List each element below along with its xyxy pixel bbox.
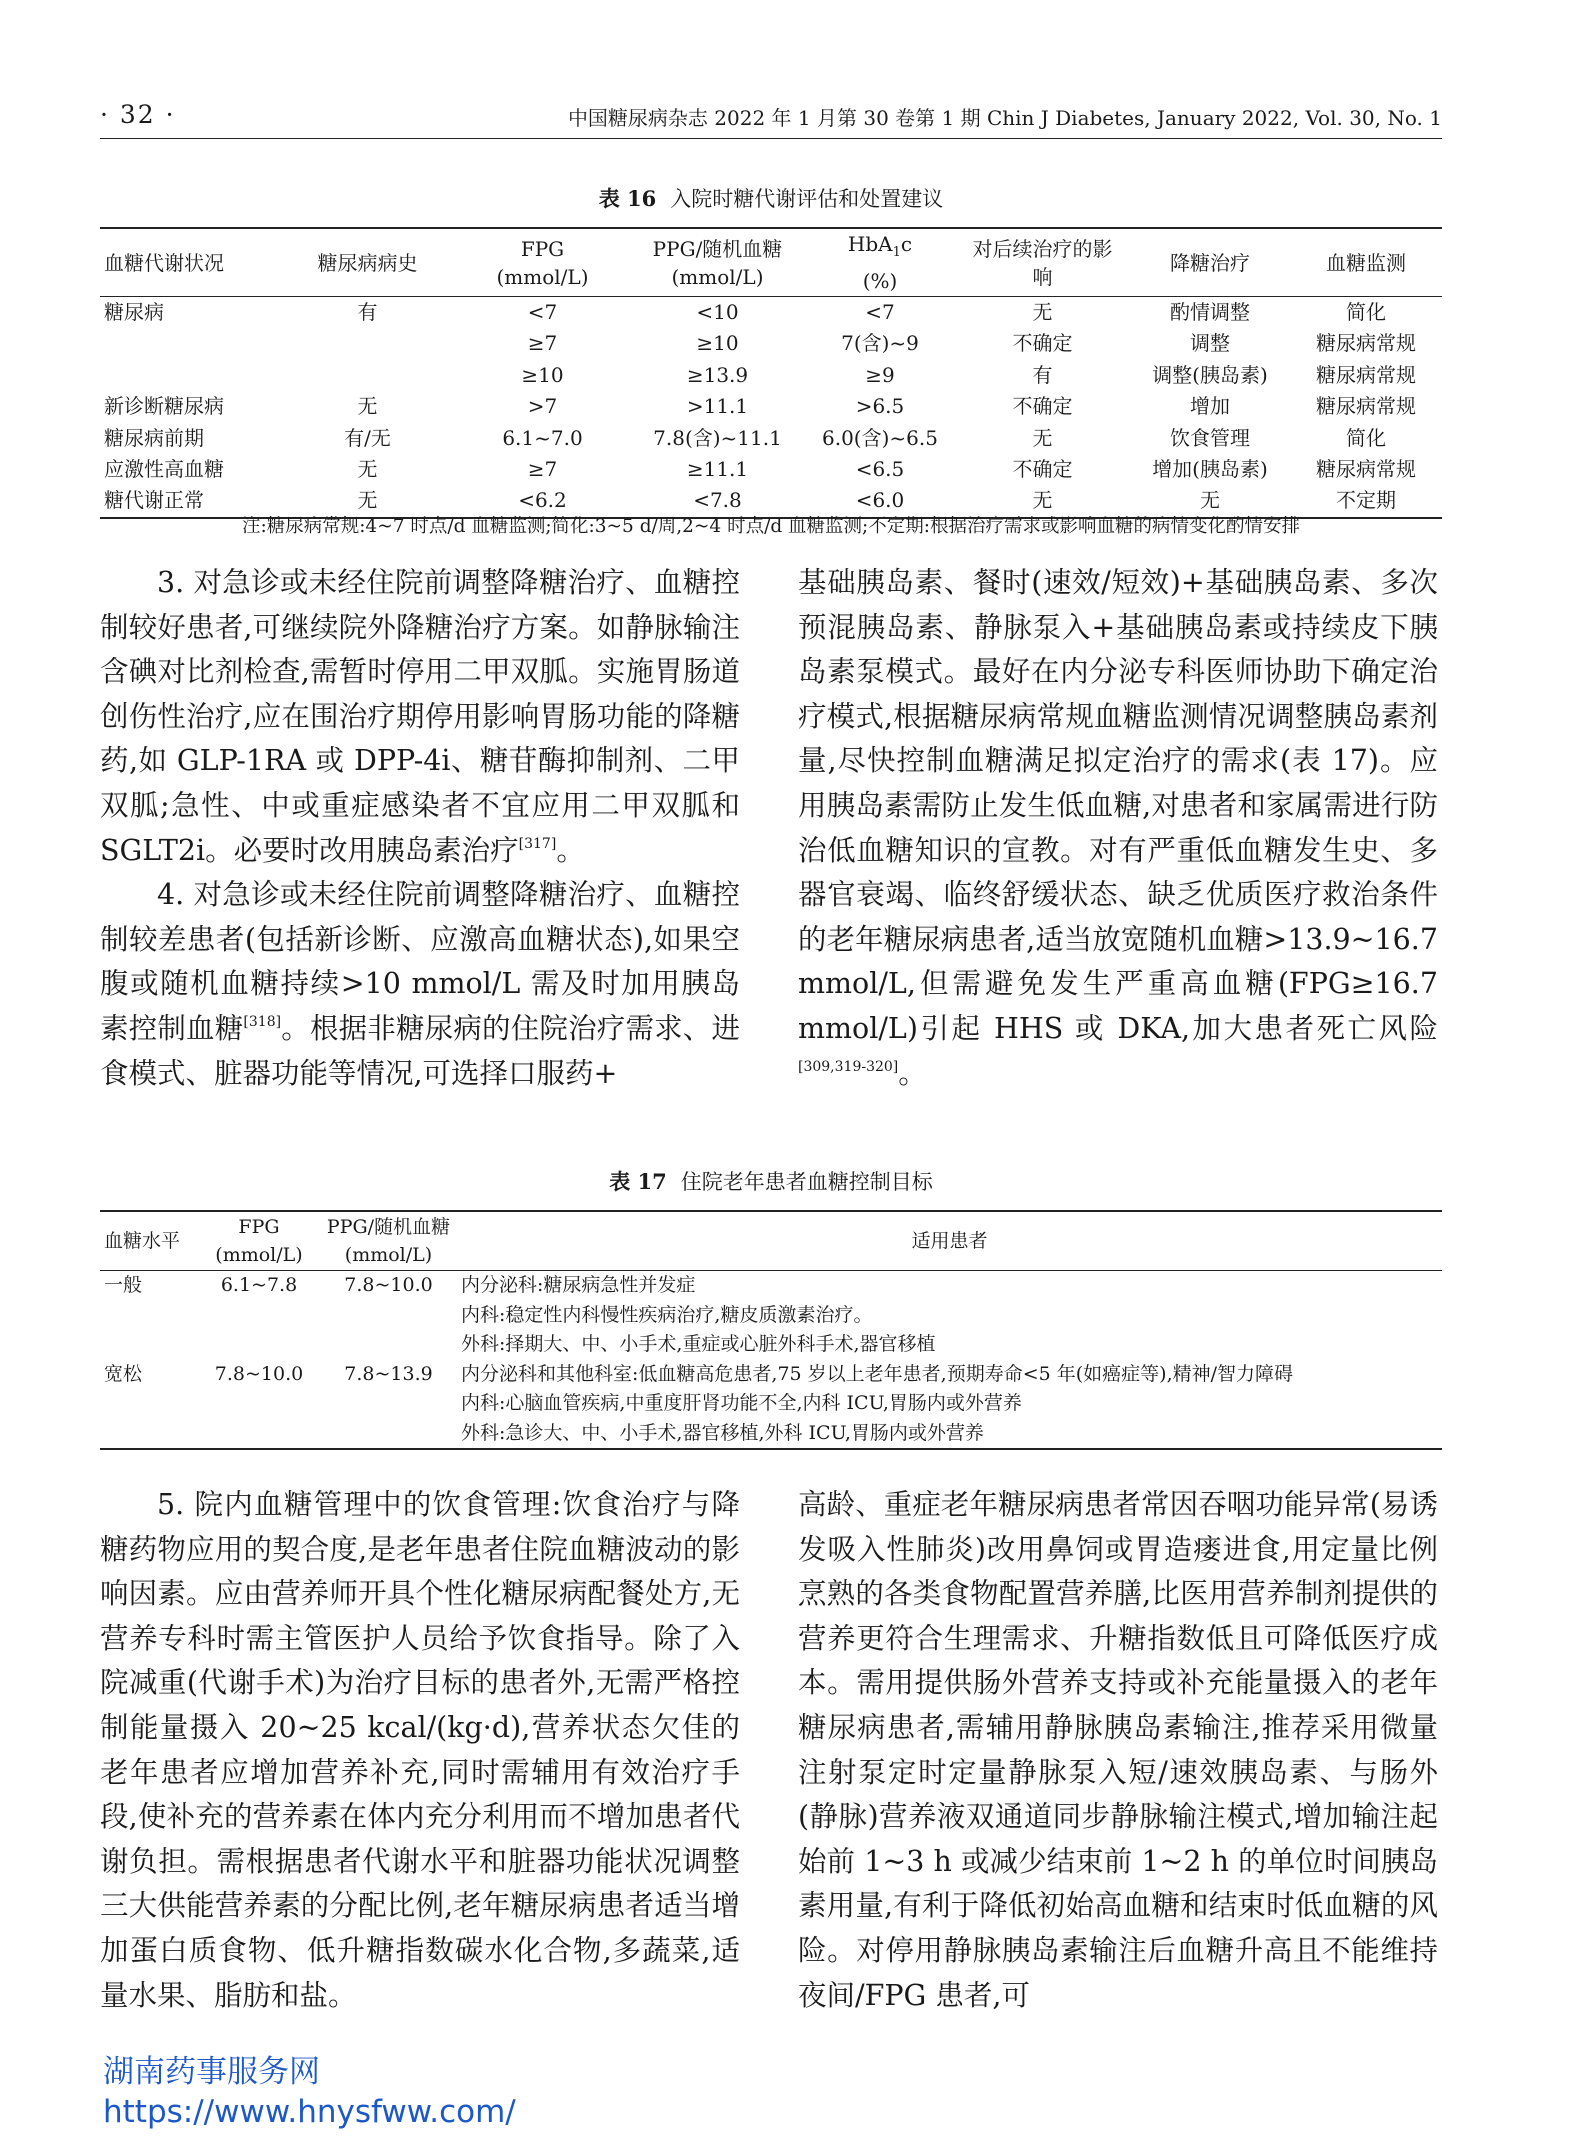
text-column-left-2 bbox=[100, 1483, 740, 2018]
watermark-site-name: 湖南药事服务网 bbox=[103, 2054, 320, 2090]
table16-header-line: PPG/随机血糖 bbox=[652, 236, 783, 261]
table-cell: 糖尿病常规 bbox=[1316, 457, 1416, 482]
table-cell: 一般 bbox=[104, 1274, 143, 1296]
table16-header-line: (mmol/L) bbox=[496, 264, 589, 289]
table-cell: 不确定 bbox=[1012, 457, 1073, 482]
table17-header-line: (mmol/L) bbox=[215, 1244, 303, 1266]
table17-header-line: PPG/随机血糖 bbox=[326, 1216, 451, 1238]
table-cell: 7.8~10.0 bbox=[214, 1362, 304, 1385]
table17-title: 住院老年患者血糖控制目标 bbox=[680, 1170, 933, 1194]
table-cell: <10 bbox=[696, 300, 739, 324]
table-cell bbox=[198, 1301, 320, 1331]
table-cell: <6.5 bbox=[855, 457, 905, 482]
table-cell: 调整(胰岛素) bbox=[1152, 362, 1268, 387]
table-cell: 不确定 bbox=[1012, 394, 1073, 419]
table-cell bbox=[320, 1389, 457, 1419]
table-cell: 6.1~7.8 bbox=[220, 1274, 298, 1296]
table16-header-line: 响 bbox=[1032, 264, 1053, 289]
table-cell: ≥10 bbox=[696, 331, 739, 356]
table-cell bbox=[198, 1419, 320, 1450]
table-cell: 无 bbox=[357, 394, 378, 419]
table-cell: 内科:稳定性内科慢性疾病治疗,糖皮质激素治疗。 bbox=[461, 1303, 873, 1326]
table-cell: 无 bbox=[1130, 485, 1290, 517]
paragraph-4-cont bbox=[798, 561, 1438, 1096]
paragraph-5-cont: 高龄、重症老年糖尿病患者常因吞咽功能异常(易诱发吸入性肺炎)改用鼻饲或胃造瘘进食,用定量比例烹熟的各类食物配置营养膳,比医用营养制剂提供的营养更符合生理需求、升糖指数低且可降低医疗成本。需用提供肠外营养支持或补充能量摄入的老年糖尿病患者,需辅用静脉胰岛素输注,推荐采用微量注射泵定时定量静脉泵入短/速效胰岛素、与肠外(静脉)营养液双通道同步静脉输注模式,增加输注起始前 1~3 h 或减少结束前 1~2 h 的单位时间胰岛素用量,有利于降低初始高血糖和结束时低血糖的风险。对停用静脉胰岛素输注后血糖升高且不能维持夜间/FPG 患者,可 bbox=[798, 1488, 1438, 2012]
table-cell bbox=[280, 328, 455, 359]
page-header bbox=[100, 98, 1442, 139]
table-cell bbox=[320, 1419, 457, 1450]
table-cell bbox=[198, 1389, 320, 1419]
table17-header bbox=[320, 1211, 457, 1271]
table-cell bbox=[100, 1330, 198, 1360]
table-cell bbox=[320, 1301, 457, 1331]
table-cell bbox=[100, 360, 280, 391]
table-row bbox=[100, 328, 1442, 359]
table-cell: 不确定 bbox=[1012, 331, 1073, 356]
table16-note: 注:糖尿病常规:4~7 时点/d 血糖监测;简化:3~5 d/周,2~4 时点/d 血糖监测;不定期:根据治疗需求或影响血糖的病情变化酌情安排 bbox=[241, 516, 1301, 537]
table-cell bbox=[280, 360, 455, 391]
text-column-left-1 bbox=[100, 561, 740, 1096]
table-cell bbox=[100, 1419, 198, 1450]
paragraph-text: 4. 对急诊或未经住院前调整降糖治疗、血糖控制较差患者(包括新诊断、应激高血糖状态),如果空腹或随机血糖持续>10 mmol/L 需及时加用胰岛素控制血糖 bbox=[100, 878, 740, 1045]
table16-header-line: c bbox=[900, 232, 913, 256]
table-cell: 无 bbox=[280, 485, 455, 517]
table-row bbox=[100, 454, 1442, 485]
table-row bbox=[100, 297, 1442, 329]
table-cell: 6.1~7.0 bbox=[502, 425, 583, 450]
table-row bbox=[100, 1360, 1442, 1390]
table-cell: <7 bbox=[865, 300, 895, 324]
table16-caption bbox=[100, 183, 1442, 213]
table-row bbox=[100, 1301, 1442, 1331]
table-cell: 增加 bbox=[1190, 394, 1230, 419]
table-cell: 7(含)~9 bbox=[841, 331, 919, 356]
table-cell: 外科:择期大、中、小手术,重症或心脏外科手术,器官移植 bbox=[461, 1333, 936, 1355]
table16-header bbox=[955, 228, 1130, 297]
table-cell: 无 bbox=[1032, 425, 1053, 450]
table16-header bbox=[630, 228, 805, 297]
table16-header-line: HbA bbox=[847, 232, 893, 256]
citation: [317] bbox=[518, 835, 557, 852]
table17-caption bbox=[100, 1166, 1442, 1196]
table-cell: >7 bbox=[527, 394, 558, 419]
table-cell: ≥7 bbox=[527, 331, 558, 356]
table-row bbox=[100, 423, 1442, 454]
table-cell: 不定期 bbox=[1290, 485, 1442, 517]
table-cell: 应激性高血糖 bbox=[104, 457, 224, 482]
table-row bbox=[100, 360, 1442, 391]
table-row bbox=[100, 1271, 1442, 1301]
table-cell bbox=[100, 1301, 198, 1331]
table17-header: 血糖水平 bbox=[100, 1211, 198, 1271]
table-cell: >6.5 bbox=[855, 394, 905, 419]
table16-header bbox=[805, 228, 955, 297]
paragraph-4 bbox=[100, 873, 740, 1096]
table-cell: 糖尿病前期 bbox=[104, 425, 204, 450]
table-cell: 内分泌科:糖尿病急性并发症 bbox=[461, 1274, 696, 1296]
table-cell: 7.8~10.0 bbox=[344, 1274, 433, 1296]
table17 bbox=[100, 1210, 1442, 1450]
paragraph-5: 5. 院内血糖管理中的饮食管理:饮食治疗与降糖药物应用的契合度,是老年患者住院血糖波动的影响因素。应由营养师开具个性化糖尿病配餐处方,无营养专科时需主管医护人员给予饮食指导。除了入院减重(代谢手术)为治疗目标的患者外,无需严格控制能量摄入 20~25 kcal/(kg·d),营养状态欠佳的老年患者应增加营养补充,同时需辅用有效治疗手段,使补充的营养素在体内充分利用而不增加患者代谢负担。需根据患者代谢水平和脏器功能状况调整三大供能营养素的分配比例,老年糖尿病患者适当增加蛋白质食物、低升糖指数碳水化合物,多蔬菜,适量水果、脂肪和盐。 bbox=[100, 1488, 740, 2012]
table16-header: 糖尿病病史 bbox=[280, 228, 455, 297]
table-cell: ≥10 bbox=[521, 362, 564, 387]
paragraph-text: 3. 对急诊或未经住院前调整降糖治疗、血糖控制较好患者,可继续院外降糖治疗方案。如静脉输注含碘对比剂检查,需暂时停用二甲双胍。实施胃肠道创伤性治疗,应在围治疗期停用影响胃肠功能的降糖药,如 GLP-1RA 或 DPP-4i、糖苷酶抑制剂、二甲双胍;急性、中或重症感染者不宜应用二甲双胍和 SGLT2i。必要时改用胰岛素治疗 bbox=[100, 566, 740, 867]
table16 bbox=[100, 227, 1442, 519]
table-cell: 糖尿病常规 bbox=[1316, 394, 1416, 419]
table-cell: 无 bbox=[955, 485, 1130, 517]
table-cell: 有 bbox=[357, 300, 378, 324]
paragraph-punct: 。 bbox=[556, 833, 585, 867]
table16-header bbox=[455, 228, 630, 297]
table17-header-line: (mmol/L) bbox=[344, 1244, 433, 1266]
table17-header-row bbox=[100, 1211, 1442, 1271]
citation: [309,319-320] bbox=[798, 1058, 899, 1075]
table16-header-row bbox=[100, 228, 1442, 297]
paragraph-text: 。根据非糖尿病的住院治疗需求、进食模式、脏器功能等情况,可选择口服药+ bbox=[100, 1011, 740, 1090]
table-cell bbox=[198, 1330, 320, 1360]
table-cell: 增加(胰岛素) bbox=[1152, 457, 1268, 482]
table16-header-line: (mmol/L) bbox=[671, 264, 764, 289]
table-cell: >11.1 bbox=[686, 394, 749, 419]
paragraph-text: 基础胰岛素、餐时(速效/短效)+基础胰岛素、多次预混胰岛素、静脉泵入+基础胰岛素或持续皮下胰岛素泵模式。最好在内分泌专科医师协助下确定治疗模式,根据糖尿病常规血糖监测情况调整胰岛素剂量,尽快控制血糖满足拟定治疗的需求(表 17)。应用胰岛素需防止发生低血糖,对患者和家属需进行防治低血糖知识的宣教。对有严重低血糖发生史、多器官衰竭、临终舒缓状态、缺乏优质医疗救治条件的老年糖尿病患者,适当放宽随机血糖>13.9~16.7 mmol/L,但需避免发生严重高血糖(FPG≥16.7 mmol/L)引起 HHS 或 DKA,加大患者死亡风险 bbox=[798, 566, 1438, 1045]
table-cell: ≥7 bbox=[527, 457, 558, 482]
page-number: · 32 · bbox=[100, 100, 176, 129]
table-cell: 糖尿病常规 bbox=[1316, 362, 1416, 387]
table-cell: 6.0(含)~6.5 bbox=[822, 425, 938, 450]
table-cell: <6.2 bbox=[455, 485, 630, 517]
table-cell: 7.8~13.9 bbox=[344, 1362, 433, 1385]
table17-label: 表 17 bbox=[609, 1169, 667, 1194]
journal-citation: 中国糖尿病杂志 2022 年 1 月第 30 卷第 1 期 Chin J Diabetes, January 2022, Vol. 30, No. 1 bbox=[567, 106, 1442, 130]
table-cell: ≥9 bbox=[865, 362, 895, 387]
table-cell: 7.8(含)~11.1 bbox=[653, 425, 782, 450]
table16-header-line: 对后续治疗的影 bbox=[972, 236, 1113, 261]
table16-header-line: (%) bbox=[862, 269, 898, 293]
table16-header: 降糖治疗 bbox=[1130, 228, 1290, 297]
citation: [318] bbox=[243, 1013, 282, 1030]
table16-header: 血糖监测 bbox=[1290, 228, 1442, 297]
table-cell: 新诊断糖尿病 bbox=[104, 394, 224, 419]
table17-header-line: FPG bbox=[238, 1216, 280, 1238]
table-cell: 无 bbox=[1032, 300, 1053, 324]
table-cell bbox=[100, 1389, 198, 1419]
table-cell: 糖尿病 bbox=[104, 300, 164, 324]
table-cell: 有/无 bbox=[344, 425, 391, 450]
table-cell: 酌情调整 bbox=[1170, 300, 1250, 324]
table-cell: <7.8 bbox=[630, 485, 805, 517]
table17-header: 适用患者 bbox=[457, 1211, 1442, 1271]
table16-header-line: FPG bbox=[520, 236, 565, 261]
table-cell bbox=[320, 1330, 457, 1360]
table-cell: 简化 bbox=[1346, 425, 1386, 450]
watermark bbox=[103, 2052, 516, 2132]
watermark-url: https://www.hnysfww.com/ bbox=[103, 2094, 516, 2130]
table16-header-sub: 1 bbox=[892, 245, 901, 260]
text-column-right-1 bbox=[798, 561, 1438, 1096]
paragraph-punct: 。 bbox=[898, 1056, 927, 1090]
table-cell: 饮食管理 bbox=[1170, 425, 1250, 450]
table-cell: 宽松 bbox=[104, 1362, 143, 1385]
table16-title: 入院时糖代谢评估和处置建议 bbox=[670, 187, 944, 211]
table-cell: 有 bbox=[1032, 362, 1053, 387]
table-cell: 内分泌科和其他科室:低血糖高危患者,75 岁以上老年患者,预期寿命<5 年(如癌症等),精神/智力障碍 bbox=[461, 1362, 1294, 1385]
table-cell: 外科:急诊大、中、小手术,器官移植,外科 ICU,胃肠内或外营养 bbox=[457, 1419, 1442, 1450]
table-cell: ≥13.9 bbox=[686, 362, 749, 387]
paragraph-3 bbox=[100, 561, 740, 873]
table-cell: 糖尿病常规 bbox=[1316, 331, 1416, 356]
table-cell bbox=[100, 328, 280, 359]
table-cell: 内科:心脑血管疾病,中重度肝肾功能不全,内科 ICU,胃肠内或外营养 bbox=[461, 1392, 1022, 1414]
table-row bbox=[100, 391, 1442, 422]
table17-header bbox=[198, 1211, 320, 1271]
table16-header: 血糖代谢状况 bbox=[100, 228, 280, 297]
table-cell: ≥11.1 bbox=[686, 457, 749, 482]
table-cell: <7 bbox=[527, 300, 558, 324]
table-row bbox=[100, 1419, 1442, 1450]
table-cell: 简化 bbox=[1346, 300, 1386, 324]
table-cell: 调整 bbox=[1190, 331, 1230, 356]
table-cell: 无 bbox=[357, 457, 378, 482]
table-cell: <6.0 bbox=[805, 485, 955, 517]
table-row bbox=[100, 1330, 1442, 1360]
table16-label: 表 16 bbox=[598, 186, 657, 211]
table-cell: 糖代谢正常 bbox=[100, 485, 280, 517]
table-row bbox=[100, 1389, 1442, 1419]
text-column-right-2 bbox=[798, 1483, 1438, 2018]
